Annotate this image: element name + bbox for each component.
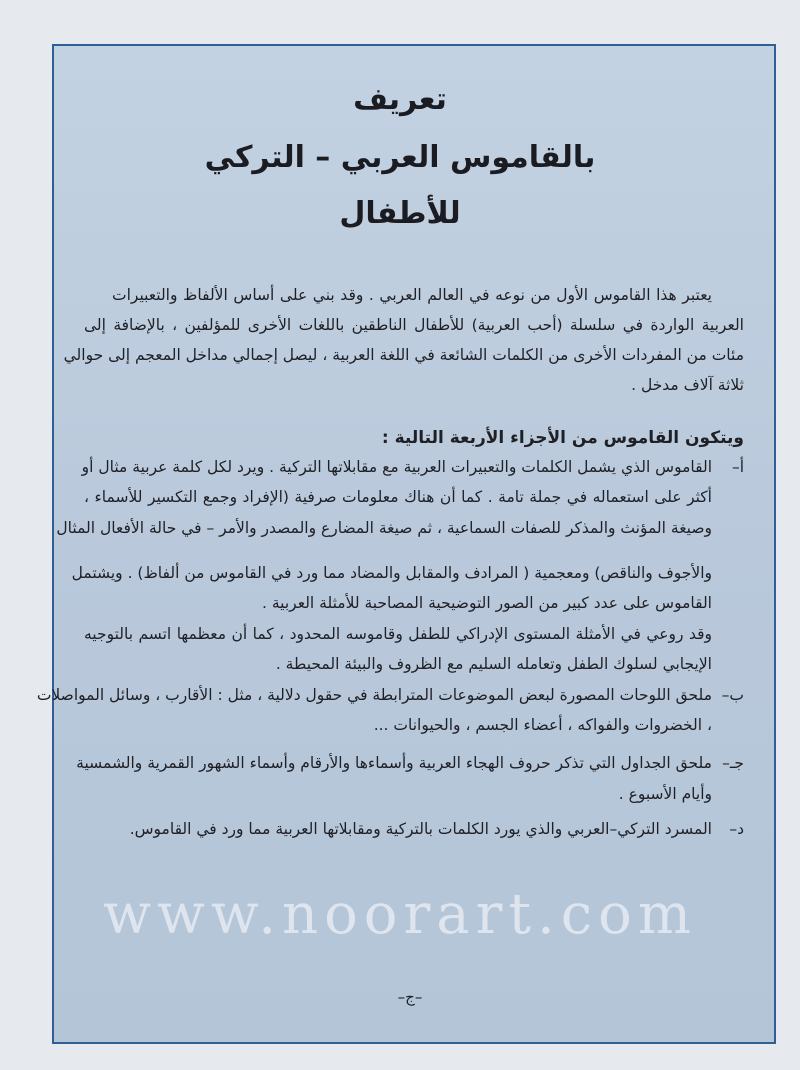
item-line: القاموس الذي يشمل الكلمات والتعبيرات العربية مع مقابلاتها التركية . ويرد لكل كلمة عربية مثال أو: [81, 458, 712, 476]
item-line: الإيجابي لسلوك الطفل وتعامله السليم مع الظروف والبيئة المحيطة .: [275, 655, 712, 673]
intro-line: يعتبر هذا القاموس الأول من نوعه في العالم العربي . وقد بني على أساس الألفاظ والتعبيرات: [112, 286, 712, 304]
item-line: القاموس على عدد كبير من الصور التوضيحية المصاحبة للأمثلة العربية .: [262, 594, 712, 612]
item-label: د–: [729, 820, 744, 838]
intro-line: ثلاثة آلاف مدخل .: [631, 376, 744, 394]
title-line-1: تعريف: [353, 82, 447, 117]
item-line: وأيام الأسبوع .: [618, 785, 712, 803]
page-number: –ج–: [397, 988, 423, 1006]
item-line: والأجوف والناقص) ومعجمية ( المرادف والمقابل والمضاد مما ورد في القاموس من ألفاظ) . ويشتمل: [71, 564, 712, 582]
item-line: وقد روعي في الأمثلة المستوى الإدراكي للطفل وقاموسه المحدود ، كما أن معظمها اتسم بالتوجيه: [84, 625, 712, 643]
intro-line: مئات من المفردات الأخرى من الكلمات الشائعة في اللغة العربية ، ليصل إجمالي مداخل المعجم إلى حوالي: [63, 346, 744, 364]
parts-heading: ويتكون القاموس من الأجزاء الأربعة التالية :: [381, 428, 744, 448]
watermark: www.noorart.com: [103, 882, 697, 947]
item-line: وصيغة المؤنث والمذكر للصفات السماعية ، ثم صيغة المضارع والمصدر والأمر – في حالة الأفعال المثال: [56, 519, 712, 537]
item-line: المسرد التركي–العربي والذي يورد الكلمات بالتركية ومقابلاتها العربية مما ورد في القاموس.: [129, 820, 712, 838]
item-line: ملحق الجداول التي تذكر حروف الهجاء العربية وأسماءها والأرقام وأسماء الشهور القمرية والشمسية: [76, 754, 712, 772]
item-line: ملحق اللوحات المصورة لبعض الموضوعات المترابطة في حقول دلالية ، مثل : الأقارب ، وسائل المواصلات: [36, 686, 712, 704]
title-line-3: للأطفال: [339, 196, 461, 231]
item-label: ب–: [721, 686, 744, 704]
item-line: ، الخضروات والفواكه ، أعضاء الجسم ، والحيوانات ...: [373, 716, 712, 734]
item-label: أ–: [731, 458, 744, 476]
item-line: أكثر على استعماله في جملة تامة . كما أن هناك معلومات صرفية (الإفراد وجمع التكسير للأسماء ،: [84, 488, 712, 506]
intro-line: العربية الواردة في سلسلة (أحب العربية) للأطفال الناطقين باللغات الأخرى للمؤلفين ، بالإضافة إلى: [84, 316, 744, 334]
item-label: جـ–: [722, 754, 744, 772]
title-line-2: بالقاموس العربي – التركي: [204, 140, 596, 175]
